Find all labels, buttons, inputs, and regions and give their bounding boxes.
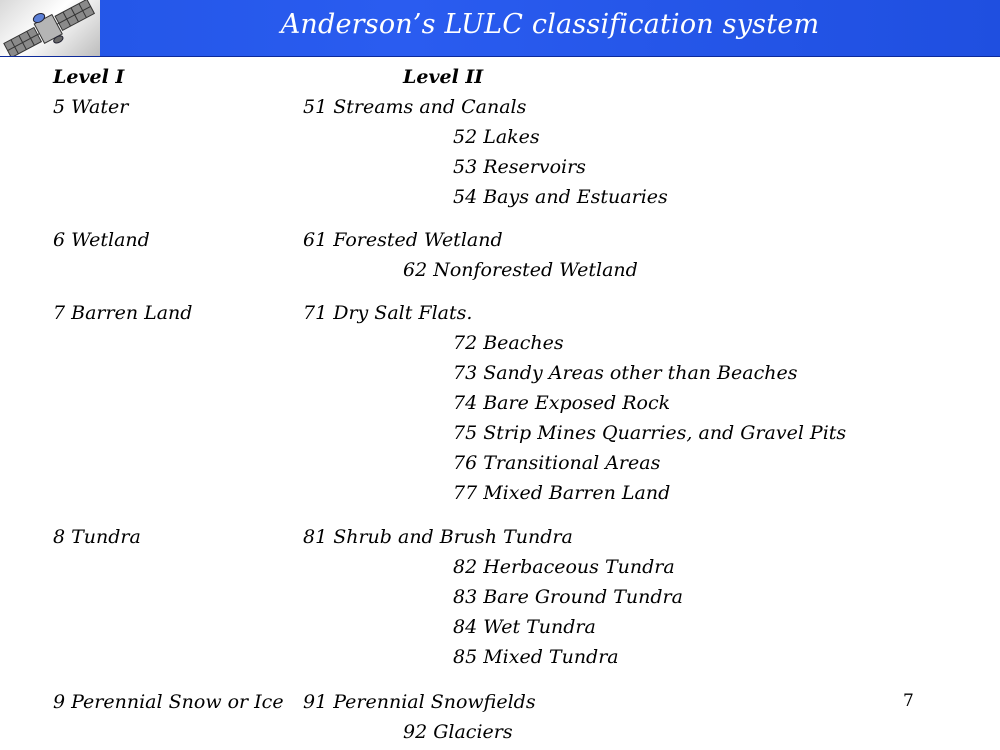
level1-perennial-snow: 9 Perennial Snow or Ice	[53, 691, 284, 713]
level2-item: 76 Transitional Areas	[453, 452, 661, 474]
level1-wetland: 6 Wetland	[53, 229, 150, 251]
level2-item: 51 Streams and Canals	[303, 96, 527, 118]
level2-item: 61 Forested Wetland	[303, 229, 503, 251]
level2-item: 75 Strip Mines Quarries, and Gravel Pits	[453, 422, 847, 444]
level1-tundra: 8 Tundra	[53, 526, 141, 548]
level2-item: 53 Reservoirs	[453, 156, 586, 178]
level2-item: 72 Beaches	[453, 332, 564, 354]
column-header-level-2: Level II	[403, 66, 484, 88]
page-number: 7	[903, 691, 914, 711]
level2-item: 73 Sandy Areas other than Beaches	[453, 362, 798, 384]
level2-item: 85 Mixed Tundra	[453, 646, 619, 668]
slide-title: Anderson’s LULC classification system	[280, 9, 820, 40]
level2-item: 91 Perennial Snowfields	[303, 691, 536, 713]
level2-item: 74 Bare Exposed Rock	[453, 392, 671, 414]
level2-item: 84 Wet Tundra	[453, 616, 596, 638]
level2-item: 71 Dry Salt Flats.	[303, 302, 473, 324]
level2-item: 83 Bare Ground Tundra	[453, 586, 683, 608]
level2-item: 52 Lakes	[453, 126, 540, 148]
column-header-level-1: Level I	[53, 66, 125, 88]
level2-item: 62 Nonforested Wetland	[403, 259, 638, 281]
level2-item: 54 Bays and Estuaries	[453, 186, 668, 208]
level2-item: 81 Shrub and Brush Tundra	[303, 526, 573, 548]
level2-item: 92 Glaciers	[403, 721, 513, 743]
level1-water: 5 Water	[53, 96, 129, 118]
level2-item: 82 Herbaceous Tundra	[453, 556, 675, 578]
level2-item: 77 Mixed Barren Land	[453, 482, 671, 504]
level1-barren-land: 7 Barren Land	[53, 302, 193, 324]
